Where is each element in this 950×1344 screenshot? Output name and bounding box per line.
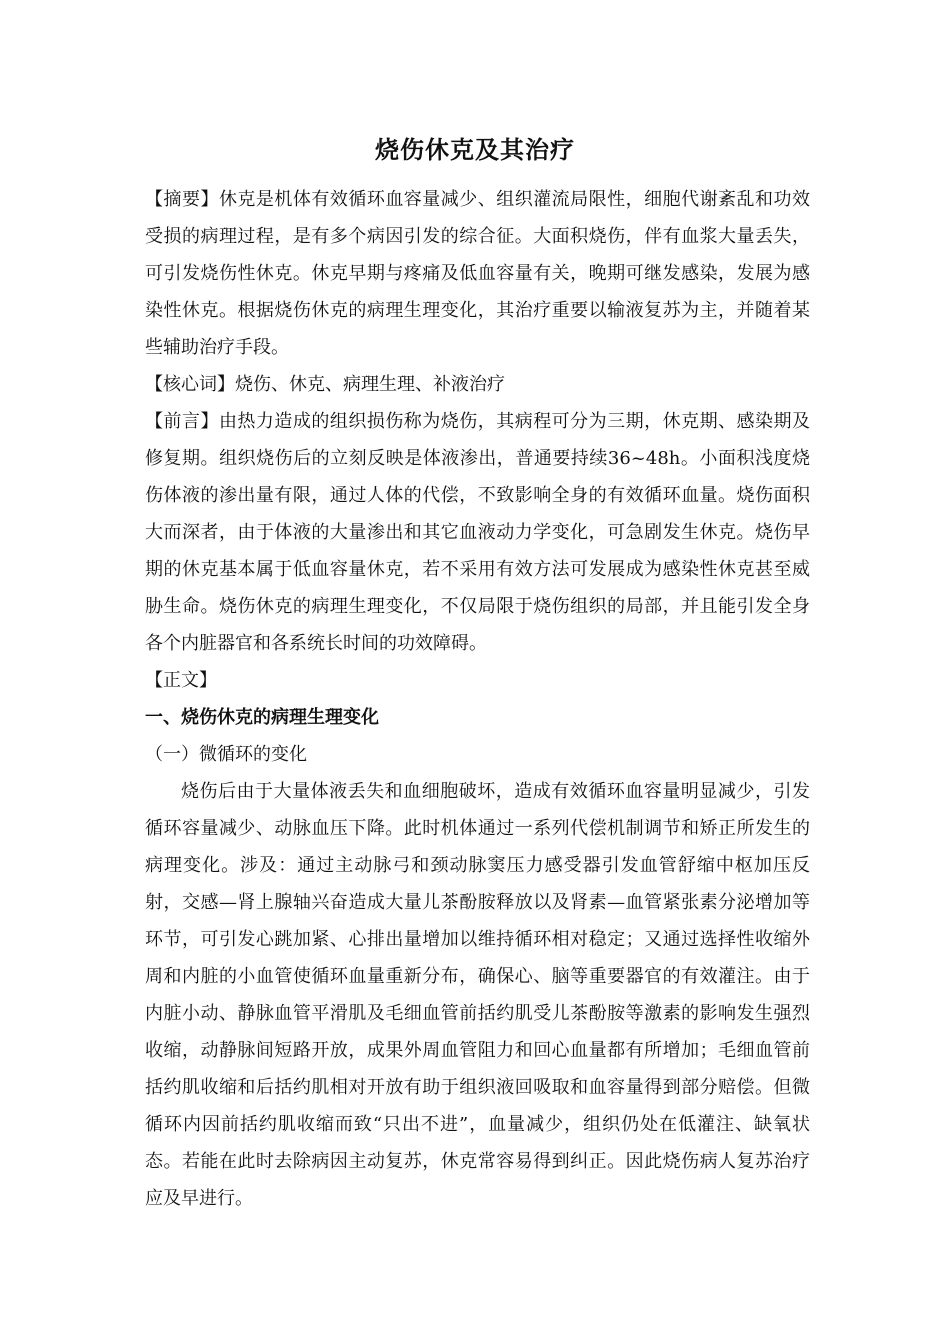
abstract-paragraph: 【摘要】休克是机体有效循环血容量减少、组织灌流局限性，细胞代谢紊乱和功效受损的病理过程，是有多个病因引发的综合征。大面积烧伤，伴有血浆大量丢失，可引发烧伤性休克。休克早期与疼痛及低血容量有关，晚期可继发感染，发展为感染性休克。根据烧伤休克的病理生理变化，其治疗重要以输液复苏为主，并随着某些辅助治疗手段。 (145, 189, 810, 358)
preface-paragraph: 【前言】由热力造成的组织损伤称为烧伤，其病程可分为三期，休克期、感染期及修复期。组织烧伤后的立刻反映是体液渗出，普通要持续36~48h。小面积浅度烧伤体液的渗出量有限，通过人体的代偿，不致影响全身的有效循环血量。烧伤面积大而深者，由于体液的大量渗出和其它血液动力学变化，可急剧发生休克。烧伤早期的休克基本属于低血容量休克，若不采用有效方法可发展成为感染性休克甚至威胁生命。烧伤休克的病理生理变化，不仅局限于烧伤组织的局部，并且能引发全身各个内脏器官和各系统长时间的功效障碍。 (145, 411, 810, 654)
section-heading: 一、烧伤休克的病理生理变化 (145, 707, 379, 728)
subsection-heading: （一）微循环的变化 (145, 744, 307, 765)
keywords-paragraph: 【核心词】烧伤、休克、病理生理、补液治疗 (145, 374, 505, 395)
body-paragraph: 烧伤后由于大量体液丢失和血细胞破坏，造成有效循环血容量明显减少，引发循环容量减少、动脉血压下降。此时机体通过一系列代偿机制调节和矫正所发生的病理变化。涉及：通过主动脉弓和颈动脉窦压力感受器引发血管舒缩中枢加压反射，交感—肾上腺轴兴奋造成大量儿茶酚胺释放以及肾素—血管紧张素分泌增加等环节，可引发心跳加紧、心排出量增加以维持循环相对稳定；又通过选择性收缩外周和内脏的小血管使循环血量重新分布，确保心、脑等重要器官的有效灌注。由于内脏小动、静脉血管平滑肌及毛细血管前括约肌受儿茶酚胺等激素的影响发生强烈收缩，动静脉间短路开放，成果外周血管阻力和回心血量都有所增加；毛细血管前括约肌收缩和后括约肌相对开放有助于组织液回吸取和血容量得到部分赔偿。但微循环内因前括约肌收缩而致“只出不进”，血量减少，组织仍处在低灌注、缺氧状态。若能在此时去除病因主动复苏，休克常容易得到纠正。因此烧伤病人复苏治疗应及早进行。 (145, 781, 810, 1209)
main-text-label: 【正文】 (145, 670, 217, 691)
document-title: 烧伤休克及其治疗 (375, 135, 575, 164)
document-body (145, 181, 810, 1217)
